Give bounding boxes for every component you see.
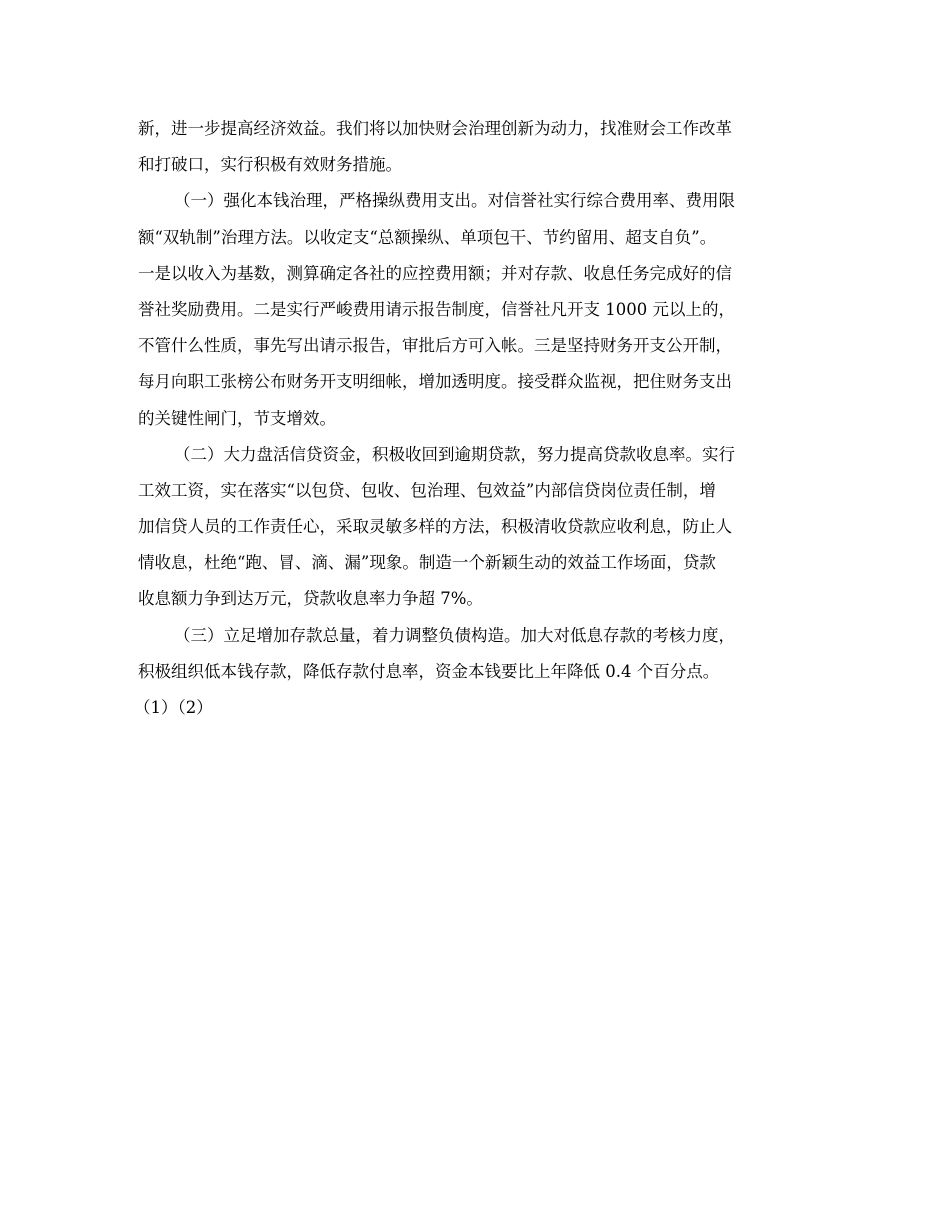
paragraph-line: 情收息，杜绝“跑、冒、滴、漏”现象。制造一个新颖生动的效益工作场面，贷款 (138, 553, 716, 573)
paragraph-line: （二）大力盘活信贷资金，积极收回到逾期贷款，努力提高贷款收息率。实行 (174, 444, 735, 464)
paragraph-line: 额“双轨制”治理方法。以收定支“总额操纵、单项包干、节约留用、超支自负”。 (138, 227, 717, 247)
paragraph-line: （一）强化本钱治理，严格操纵费用支出。对信誉社实行综合费用率、费用限 (174, 191, 735, 211)
paragraph-line: （三）立足增加存款总量，着力调整负债构造。加大对低息存款的考核力度， (174, 625, 735, 645)
paragraph-line: （1）（2） (134, 698, 213, 717)
document-body (134, 111, 818, 726)
paragraph-line: 每月向职工张榜公布财务开支明细帐，增加透明度。接受群众监视，把住财务支出 (138, 372, 732, 392)
paragraph-line: 一是以收入为基数，测算确定各社的应控费用额；并对存款、收息任务完成好的信 (138, 263, 732, 283)
paragraph-line: 新，进一步提高经济效益。我们将以加快财会治理创新为动力，找准财会工作改革 (138, 119, 732, 138)
paragraph-line: 工效工资，实在落实“以包贷、包收、包治理、包效益”内部信贷岗位责任制，增 (138, 480, 716, 500)
paragraph-line: 收息额力争到达万元，贷款收息率力争超 7%。 (138, 589, 483, 609)
paragraph-line: 不管什么性质，事先写出请示报告，审批后方可入帐。三是坚持财务开支公开制， (138, 336, 732, 356)
paragraph-line: 加信贷人员的工作责任心，采取灵敏多样的方法，积极清收贷款应收利息，防止人 (138, 517, 732, 537)
paragraph-line: 的关键性闸门，节支增效。 (138, 408, 336, 428)
paragraph-line: 和打破口，实行积极有效财务措施。 (138, 155, 402, 175)
paragraph-line: 誉社奖励费用。二是实行严峻费用请示报告制度，信誉社凡开支 1000 元以上的， (138, 299, 735, 319)
paragraph-line: 积极组织低本钱存款，降低存款付息率，资金本钱要比上年降低 0.4 个百分点。 (138, 661, 720, 681)
